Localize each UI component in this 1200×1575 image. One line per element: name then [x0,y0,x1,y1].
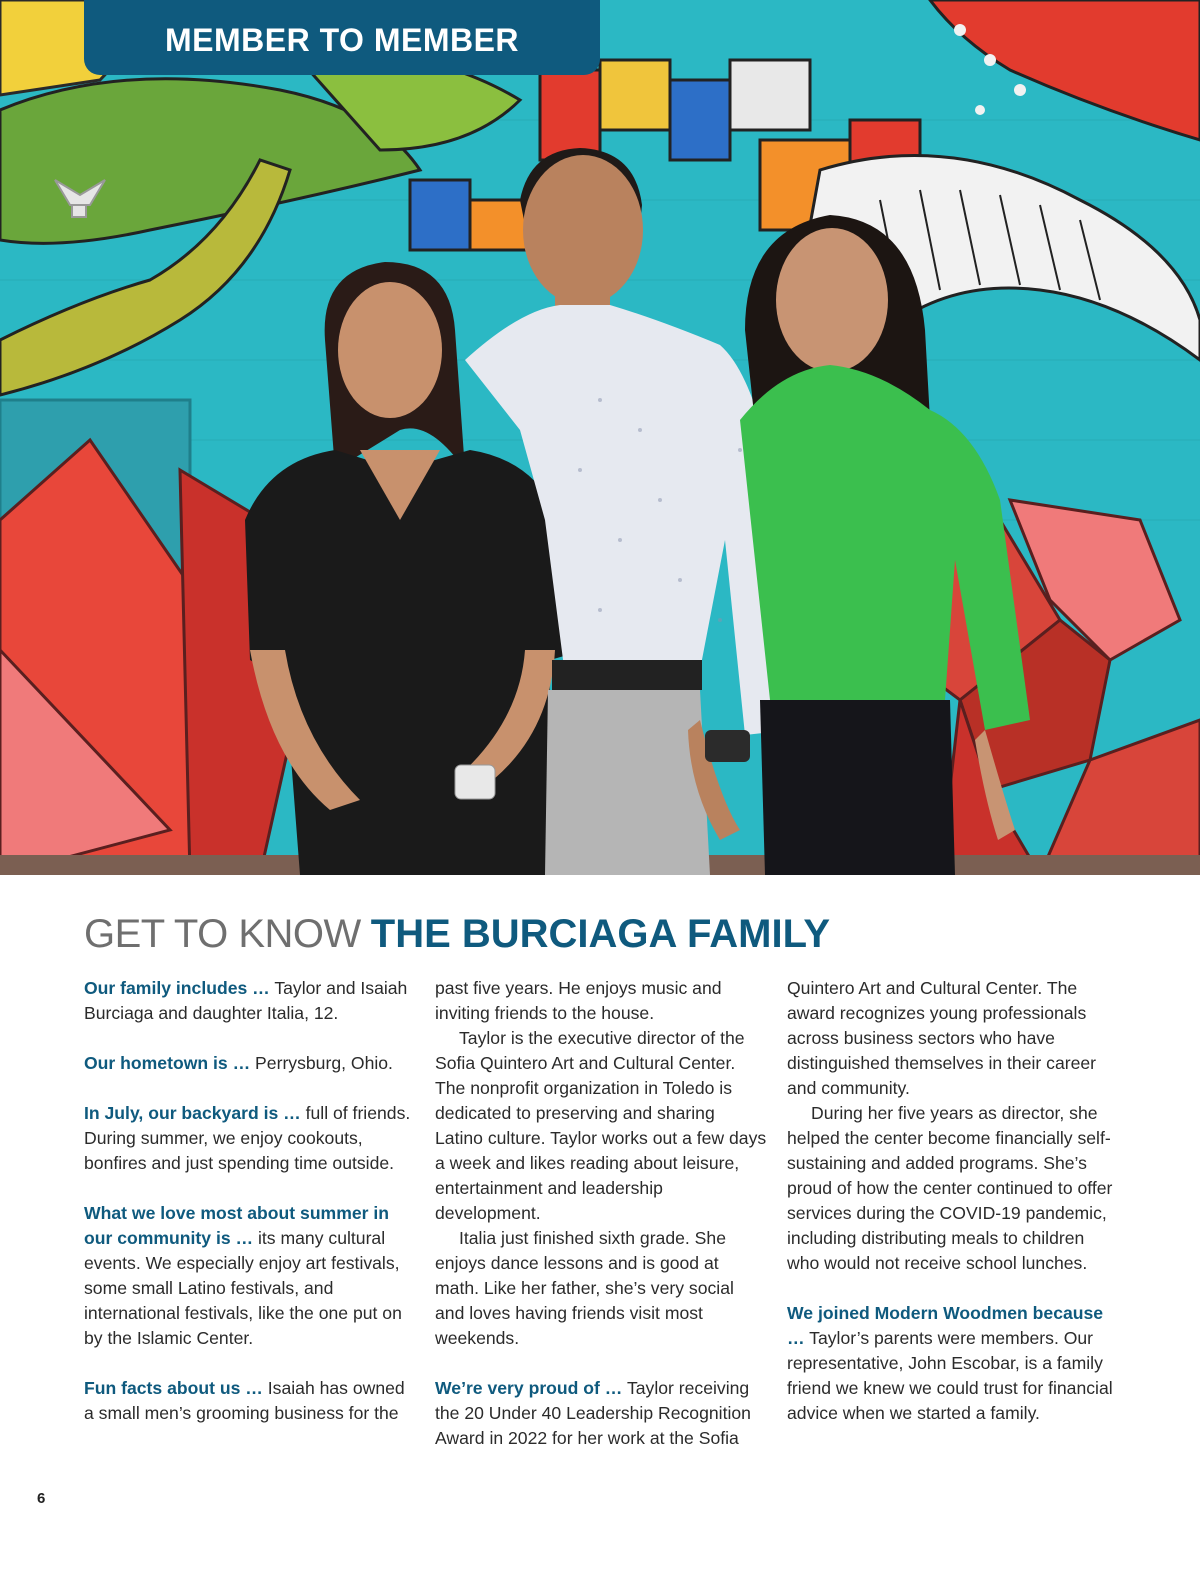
paragraph-summer [84,1201,416,1351]
text-family: Taylor and Isaiah Burciaga and daughter Italia, 12. [84,978,408,1023]
lead-joined: We joined Modern Woodmen because … [787,1303,1104,1348]
section-banner-label: MEMBER TO MEMBER [164,22,520,58]
text-hometown: Perrysburg, Ohio. [250,1053,393,1073]
paragraph-hometown [84,1051,416,1076]
article-column-1 [84,976,416,1426]
section-banner [84,0,600,75]
paragraph-backyard [84,1101,416,1176]
lead-fun-facts: Fun facts about us … [84,1378,263,1398]
lead-summer: What we love most about summer in our community is … [84,1203,390,1248]
text-proud: Taylor receiving the 20 Under 40 Leadership Recognition Award in 2022 for her work at the Sofia [435,1378,751,1448]
paragraph-joined [787,1301,1119,1426]
headline-prefix: GET TO KNOW [84,912,361,956]
article-column-2 [435,976,767,1451]
page-number: 6 [37,1490,46,1507]
paragraph-award-continued: Quintero Art and Cultural Center. The award recognizes young professionals across business sectors who have distinguished themselves in their career and community. [787,978,1097,1098]
text-fun-facts: Isaiah has owned a small men’s grooming business for the [84,1378,405,1423]
text-summer: its many cultural events. We especially enjoy art festivals, some small Latino festivals, and international festivals, like the one put on by the Islamic Center. [84,1228,402,1348]
lead-hometown: Our hometown is … [84,1053,251,1073]
article-column-3 [787,976,1119,1426]
lead-proud: We’re very proud of … [435,1378,623,1398]
lead-backyard: In July, our backyard is … [84,1103,301,1123]
lead-family: Our family includes … [84,978,270,998]
paragraph-isaiah-continued: past five years. He enjoys music and inviting friends to the house. [435,978,722,1023]
paragraph-director: During her five years as director, she helped the center become financially self-sustaining and added programs. She’s proud of how the center continued to offer services during the COVID-19 pandemic, including distributing meals to children who would not receive school lunches. [787,1103,1113,1273]
paragraph-italia: Italia just finished sixth grade. She enjoys dance lessons and is good at math. Like her father, she’s very social and loves having friends visit most weekends. [435,1228,734,1348]
text-backyard: full of friends. During summer, we enjoy cookouts, bonfires and just spending time outside. [84,1103,411,1173]
paragraph-fun-facts [84,1376,416,1426]
paragraph-proud [435,1376,767,1451]
page-headline [84,908,830,960]
headline-family-name: THE BURCIAGA FAMILY [370,912,831,956]
text-joined: Taylor’s parents were members. Our representative, John Escobar, is a family friend we knew we could trust for financial advice when we started a family. [787,1328,1113,1423]
paragraph-taylor: Taylor is the executive director of the Sofia Quintero Art and Cultural Center. The nonprofit organization in Toledo is dedicated to preserving and sharing Latino culture. Taylor works out a few days a week and likes reading about leisure, entertainment and leadership development. [435,1028,767,1223]
paragraph-family [84,976,416,1026]
